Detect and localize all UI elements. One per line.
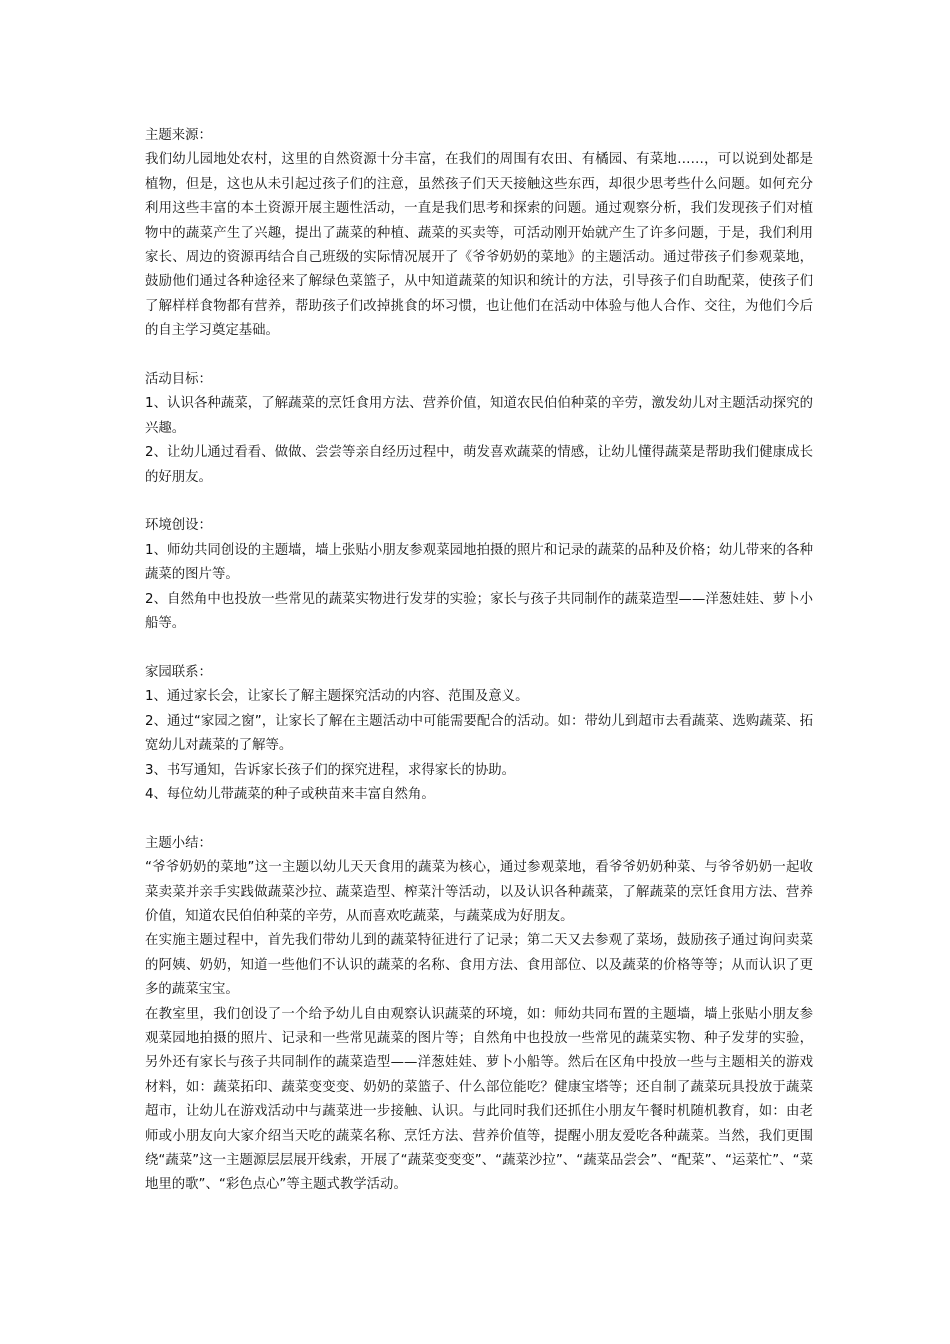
section-activity-goals <box>145 368 813 490</box>
paragraph: 在教室里，我们创设了一个给予幼儿自由观察认识蔬菜的环境，如：师幼共同布置的主题墙，墙上张贴小朋友参观菜园地拍摄的照片、记录和一些常见蔬菜的图片等；自然角中也投放一些常见的蔬菜实物、种子发芽的实验，另外还有家长与孩子共同制作的蔬菜造型——洋葱娃娃、萝卜小船等。然后在区角中投放一些与主题相关的游戏材料，如：蔬菜拓印、蔬菜变变变、奶奶的菜篮子、什么部位能吃？健康宝塔等；还自制了蔬菜玩具投放于蔬菜超市，让幼儿在游戏活动中与蔬菜进一步接触、认识。与此同时我们还抓住小朋友午餐时机随机教育，如：由老师或小朋友向大家介绍当天吃的蔬菜名称、烹饪方法、营养价值等，提醒小朋友爱吃各种蔬菜。当然，我们更围绕“蔬菜”这一主题源层层展开线索，开展了“蔬菜变变变”、“蔬菜沙拉”、“蔬菜品尝会”、“配菜”、“运菜忙”、“菜地里的歌”、“彩色点心”等主题式教学活动。 <box>145 1006 813 1193</box>
section-summary <box>145 832 813 1198</box>
paragraph: 3、书写通知，告诉家长孩子们的探究进程，求得家长的协助。 <box>145 762 516 778</box>
paragraph: 1、通过家长会，让家长了解主题探究活动的内容、范围及意义。 <box>145 689 529 705</box>
section-environment <box>145 514 813 636</box>
section-home-school <box>145 661 813 807</box>
section-heading: 家园联系： <box>145 664 212 680</box>
section-heading: 活动目标： <box>145 372 212 388</box>
paragraph: “爷爷奶奶的菜地”这一主题以幼儿天天食用的蔬菜为核心，通过参观菜地，看爷爷奶奶种菜、与爷爷奶奶一起收菜卖菜并亲手实践做蔬菜沙拉、蔬菜造型、榨菜汁等活动，以及认识各种蔬菜，了解蔬菜的烹饪食用方法、营养价值，知道农民伯伯种菜的辛劳，从而喜欢吃蔬菜，与蔬菜成为好朋友。 <box>145 860 813 924</box>
paragraph: 4、每位幼儿带蔬菜的种子或秧苗来丰富自然角。 <box>145 786 435 802</box>
paragraph: 1、师幼共同创设的主题墙，墙上张贴小朋友参观菜园地拍摄的照片和记录的蔬菜的品种及价格；幼儿带来的各种蔬菜的图片等。 <box>145 542 813 583</box>
paragraph: 2、让幼儿通过看看、做做、尝尝等亲自经历过程中，萌发喜欢蔬菜的情感，让幼儿懂得蔬菜是帮助我们健康成长的好朋友。 <box>145 445 813 485</box>
section-heading: 主题小结： <box>145 835 212 851</box>
paragraph: 2、通过“家园之窗”，让家长了解在主题活动中可能需要配合的活动。如：带幼儿到超市去看蔬菜、选购蔬菜、拓宽幼儿对蔬菜的了解等。 <box>145 713 813 754</box>
paragraph: 1、认识各种蔬菜，了解蔬菜的烹饪食用方法、营养价值，知道农民伯伯种菜的辛劳，激发幼儿对主题活动探究的兴趣。 <box>145 396 813 436</box>
section-heading: 环境创设： <box>145 518 212 534</box>
section-theme-source <box>145 124 813 344</box>
paragraph: 在实施主题过程中，首先我们带幼儿到的蔬菜特征进行了记录；第二天又去参观了菜场，鼓励孩子通过询问卖菜的阿姨、奶奶，知道一些他们不认识的蔬菜的名称、食用方法、食用部位、以及蔬菜的价格等等；从而认识了更多的蔬菜宝宝。 <box>145 933 813 998</box>
paragraph: 我们幼儿园地处农村，这里的自然资源十分丰富，在我们的周围有农田、有橘园、有菜地……，可以说到处都是植物，但是，这也从未引起过孩子们的注意，虽然孩子们天天接触这些东西，却很少思考些什么问题。如何充分利用这些丰富的本土资源开展主题性活动，一直是我们思考和探索的问题。通过观察分析，我们发现孩子们对植物中的蔬菜产生了兴趣，提出了蔬菜的种植、蔬菜的买卖等，可活动刚开始就产生了许多问题，于是，我们利用家长、周边的资源再结合自己班级的实际情况展开了《爷爷奶奶的菜地》的主题活动。通过带孩子们参观菜地，鼓励他们通过各种途径来了解绿色菜篮子，从中知道蔬菜的知识和统计的方法，引导孩子们自助配菜，使孩子们了解样样食物都有营养，帮助孩子们改掉挑食的坏习惯，也让他们在活动中体验与他人合作、交往，为他们今后的自主学习奠定基础。 <box>145 152 813 339</box>
document-page <box>145 124 813 1222</box>
paragraph: 2、自然角中也投放一些常见的蔬菜实物进行发芽的实验；家长与孩子共同制作的蔬菜造型——洋葱娃娃、萝卜小船等。 <box>145 591 813 632</box>
section-heading: 主题来源： <box>145 128 212 143</box>
